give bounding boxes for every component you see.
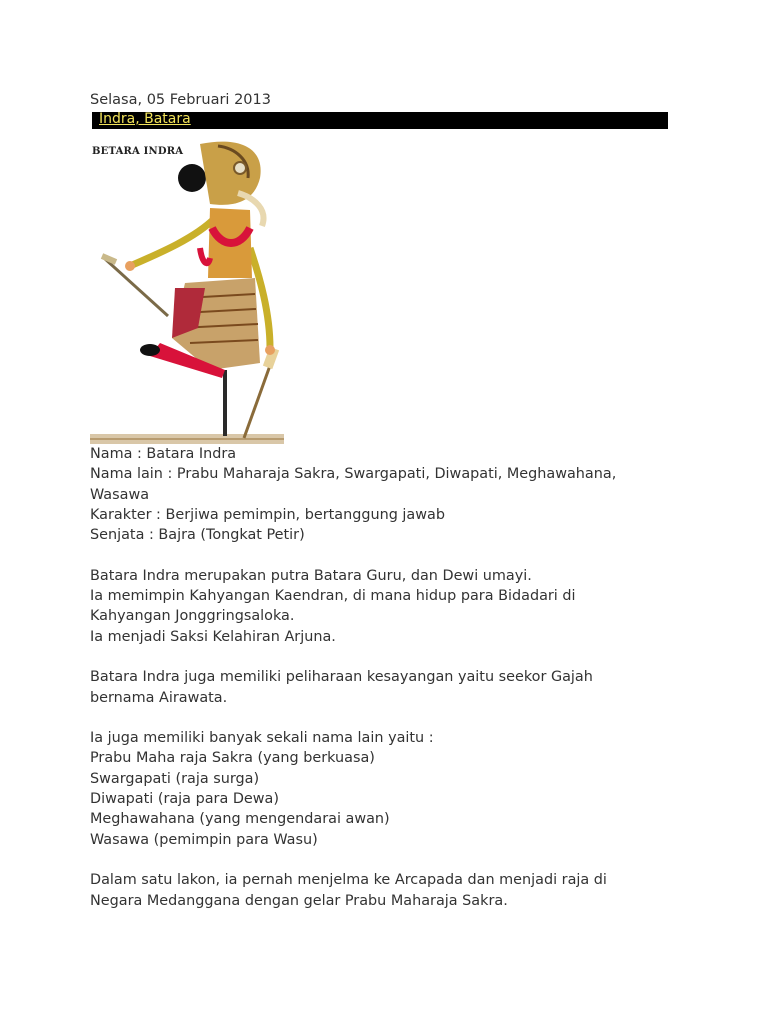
paragraph-line: Batara Indra merupakan putra Batara Guru, dan Dewi umayi.	[90, 567, 532, 584]
post-title-bar	[92, 112, 668, 129]
wayang-figure	[90, 138, 286, 444]
wayang-puppet-image	[90, 138, 286, 444]
paragraph-gap	[90, 708, 670, 728]
post-title-link[interactable]: Indra, Batara	[99, 111, 191, 127]
line-nama-lain: Nama lain : Prabu Maharaja Sakra, Swargapati, Diwapati, Meghawahana,	[90, 466, 617, 483]
line-senjata: Senjata : Bajra (Tongkat Petir)	[90, 527, 305, 544]
paragraph-line: Ia memimpin Kahyangan Kaendran, di mana hidup para Bidadari di	[90, 588, 576, 605]
paragraph-line: bernama Airawata.	[90, 689, 228, 706]
paragraph-line: Ia menjadi Saksi Kelahiran Arjuna.	[90, 628, 336, 645]
line-nama: Nama : Batara Indra	[90, 446, 237, 462]
line-karakter: Karakter : Berjiwa pemimpin, bertanggung jawab	[90, 506, 445, 523]
list-item: Wasawa (pemimpin para Wasu)	[90, 831, 318, 848]
list-item: Meghawahana (yang mengendarai awan)	[90, 811, 390, 828]
paragraph-line: Dalam satu lakon, ia pernah menjelma ke Arcapada dan menjadi raja di	[90, 872, 607, 889]
paragraph-line: Kahyangan Jonggringsaloka.	[90, 608, 295, 625]
paragraph-gap	[90, 647, 670, 667]
paragraph-gap	[90, 545, 670, 565]
post-date: Selasa, 05 Februari 2013	[90, 92, 271, 108]
list-item: Prabu Maha raja Sakra (yang berkuasa)	[90, 750, 375, 767]
list-item: Swargapati (raja surga)	[90, 770, 260, 787]
list-item: Diwapati (raja para Dewa)	[90, 791, 279, 808]
paragraph-line: Negara Medanggana dengan gelar Prabu Maharaja Sakra.	[90, 892, 508, 909]
article-body	[90, 444, 670, 911]
figure-caption: BETARA INDRA	[92, 146, 184, 157]
paragraph-gap	[90, 850, 670, 870]
paragraph-line: Ia juga memiliki banyak sekali nama lain yaitu :	[90, 730, 434, 747]
paragraph-line: Batara Indra juga memiliki peliharaan kesayangan yaitu seekor Gajah	[90, 669, 593, 686]
line-nama-lain-cont: Wasawa	[90, 486, 150, 503]
